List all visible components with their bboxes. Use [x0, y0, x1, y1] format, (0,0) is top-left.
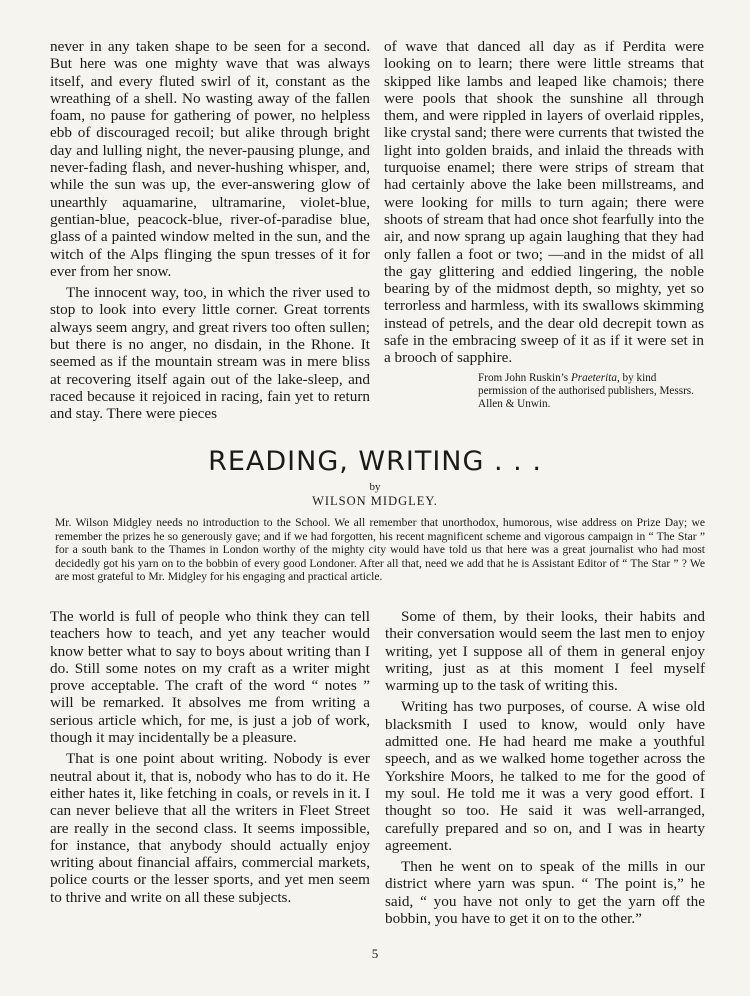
citation: [478, 372, 703, 412]
paragraph: The innocent way, too, in which the river used to stop to look into every little corner. Great torrents always seem angry, and great rivers too often sullen; but there is no anger, no disdain, in the Rhone. It seemed as if the mountain stream was in mere bliss at recovering itself again out of the lake-sleep, and raced because it rejoiced in racing, fain yet to return and stay. There were pieces: [50, 284, 370, 423]
paragraph: never in any taken shape to be seen for a second. But here was one mighty wave that was always itself, and every fluted swirl of it, constant as the wreathing of a shell. No wasting away of the fallen foam, no pause for gathering of power, no helpless ebb of discouraged recoil; but alike through bright day and lulling night, the never-pausing plunge, and never-fading flash, and never-hushing whisper, and, while the sun was up, the ever-answering glow of unearthly aquamarine, ultramarine, violet-blue, gentian-blue, peacock-blue, river-of-paradise blue, glass of a painted window melted in the sun, and the witch of the Alps flinging the spun tresses of it for ever from her snow.: [50, 38, 370, 280]
citation-suffix: , by kind permission of the authorised publishers, Messrs. Allen & Unwin.: [478, 372, 694, 411]
article-right-column: [385, 608, 705, 927]
article-left-column: [50, 608, 370, 906]
citation-work: Praeterita: [570, 372, 617, 384]
paragraph: That is one point about writing. Nobody is ever neutral about it, that is, nobody who has to do it. He either hates it, like fetching in coals, or revels in it. I can never believe that all the writers in Fleet Street are really in the second class. It seems impossible, for instance, that anybody should actually enjoy writing about financial affairs, commercial markets, police courts or the lesser sports, and yet men seem to thrive and write on all these subjects.: [50, 750, 370, 906]
top-left-column: [50, 38, 370, 423]
paragraph: of wave that danced all day as if Perdita were looking on to learn; there were little streams that skipped like lambs and leaped like chamois; there were pools that shook the sunshine all through them, and were rippled in layers of overlaid ripples, like crystal sand; there were currents that twisted the light into golden braids, and inlaid the threads with turquoise enamel; there were strips of stream that had certainly above the lake been millstreams, and were looking for mills to turn again; there were shoots of stream that had once shot fearfully into the air, and now sprang up again laughing that they had only fallen a foot or two; —and in the midst of all the gay glittering and eddied lingering, the noble bearing by of the midmost depth, so mighty, yet so terrorless and harmless, with its swallows skimming instead of petrels, and the dear old decrepit town as safe in the embracing sweep of it as if it were set in a brooch of sapphire.: [384, 38, 704, 367]
paragraph: Some of them, by their looks, their habits and their conversation would seem the last men to enjoy writing, yet I suppose all of them in general enjoy writing, just as at this moment I feel myself warming up to the task of writing this.: [385, 608, 705, 695]
paragraph: The world is full of people who think they can tell teachers how to teach, and yet any teacher would know better what to say to boys about writing than I do. Still some notes on my craft as a writer might prove acceptable. The craft of the word “ notes ” will be remarked. It absolves me from writing a serious article which, for me, is just a job of work, though it may incidentally be a pleasure.: [50, 608, 370, 747]
paragraph: Writing has two purposes, of course. A wise old blacksmith I used to know, would only have admitted one. He had heard me make a youthful speech, and as we walked home together across the Yorkshire Moors, he talked to me for the good of my soul. He told me it was a very good effort. I thought so too. He said it was well-arranged, carefully prepared and so on, and I was in hearty agreement.: [385, 698, 705, 854]
citation-prefix: From John Ruskin’s: [478, 372, 571, 384]
paragraph: Then he went on to speak of the mills in our district where yarn was spun. “ The point is,” he said, “ you have not only to get the yarn off the bobbin, you have to get it on to the other.”: [385, 858, 705, 928]
article-title: READING, WRITING . . .: [208, 446, 542, 477]
top-right-column: [384, 38, 704, 367]
article-author: WILSON MIDGLEY.: [312, 494, 438, 508]
page-number: 5: [371, 946, 379, 961]
article-intro: Mr. Wilson Midgley needs no introduction to the School. We all remember that unorthodox, humorous, wise address on Prize Day; we remember the prizes he so generously gave; and if we had forgotten, his recent magnificent scheme and vigorous campaign in “ The Star ” for a south bank to the Thames in London worthy of the mighty city would have told us that here was a great journalist who had most decidedly got his yarn on to the bobbin of every good Londoner. After all that, need we add that he is Assistant Editor of “ The Star ” ? We are most grateful to Mr. Midgley for his engaging and practical article.: [55, 516, 705, 584]
byline-by: by: [369, 481, 381, 493]
